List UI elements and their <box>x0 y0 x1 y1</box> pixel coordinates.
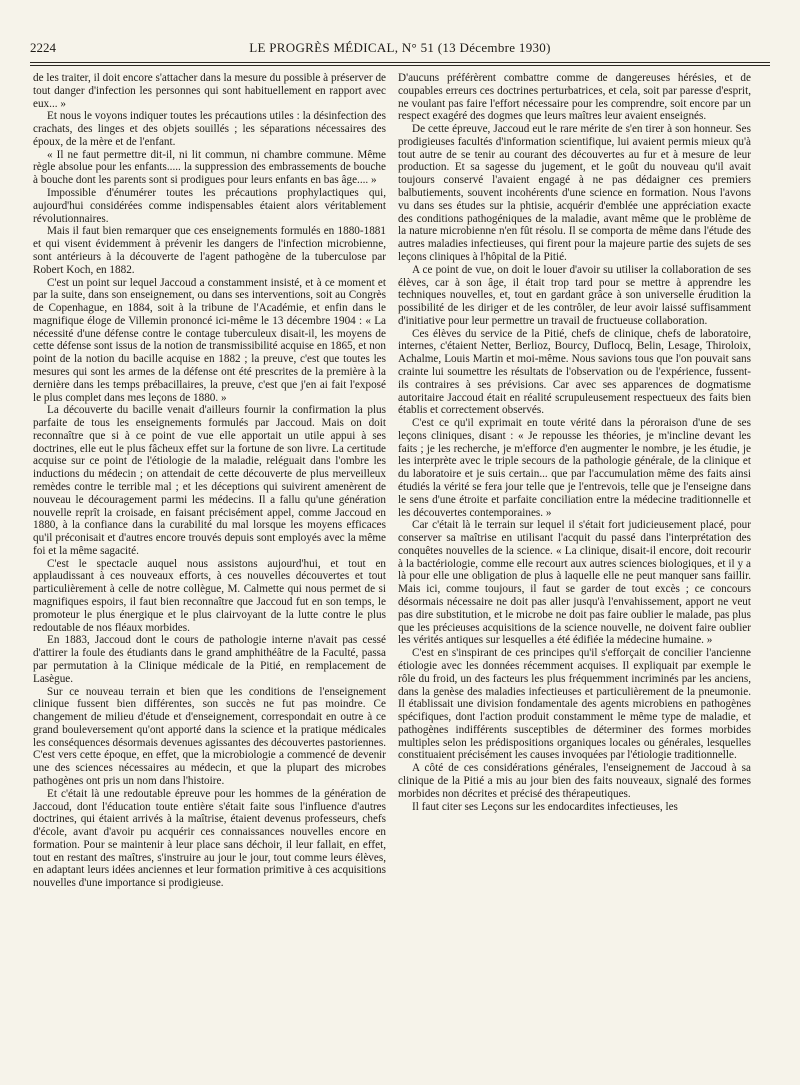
paragraph: Et nous le voyons indiquer toutes les précautions utiles : la désinfection des crachats, des linges et des objets souillés ; les séparations nécessaires des époux, de la mère et de l'enfant. <box>33 110 386 148</box>
paragraph: C'est ce qu'il exprimait en toute vérité dans la péroraison d'une de ses leçons cliniques, disant : « Je repousse les théories, je m'incline devant les faits ; je les recherche, je m'efforce d'en augmenter le nombre, je les étudie, je les interprète avec le triple secours de la pathologie générale, de la clinique et du laboratoire et je suis certain... que par l'accumulation même des faits ainsi étudiés la vérité se fera jour telle que je l'entrevois, telle que je l'enseigne dans le sens d'une étroite et parfaite conciliation entre la médecine traditionnelle et les découvertes contemporaines. » <box>398 417 751 519</box>
paragraph: La découverte du bacille venait d'ailleurs fournir la confirmation la plus parfaite de tous les enseignements formulés par Jaccoud. Mais on doit reconnaître que si à ce point de vue elle apportait un utile appui à ses doctrines, elle eut le plus fâcheux effet sur la fortune de son livre. La certitude acquise sur ce point de l'étiologie de la maladie, reléguait dans l'ombre les inductions du médecin ; on attendait de cette découverte de plus merveilleux remèdes contre le terrible mal ; et les déceptions qui suivirent amenèrent de nouveau le découragement parmi les médecins. Il a fallu qu'une génération nouvelle reprît la croisade, en faisant précisément appel, comme Jaccoud en 1880, à la confiance dans la curabilité du mal lorsque les moyens efficaces qu'il préconisait et d'autres encore trouvés depuis sont employés avec la même foi et la même sagacité. <box>33 404 386 557</box>
paragraph: Il faut citer ses Leçons sur les endocardites infectieuses, les <box>412 800 678 813</box>
paragraph: Mais il faut bien remarquer que ces enseignements formulés en 1880-1881 et qui visent évidemment à prévenir les dangers de l'infection microbienne, sont antérieurs à la découverte de l'agent pathogène de la tuberculose par Robert Koch, en 1882. <box>33 225 386 276</box>
paragraph: De cette épreuve, Jaccoud eut le rare mérite de s'en tirer à son honneur. Ses prodigieuses facultés d'information scientifique, lui avaient permis mieux qu'à tout autre de se tenir au courant des découvertes au fur et à mesure de leur production. Et sa sagesse du jugement, et le goût du nouveau qu'il avait toujours conservé l'avaient engagé à ne pas dédaigner ces premiers balbutiements, souvent incohérents d'une science en formation. Nous l'avons vu dans ses études sur la phtisie, acquérir d'emblée une appréciation exacte des conditions pathogéniques de la maladie, avant même que le problème de la nature microbienne n'en fût résolu. Il se comporta de même dans l'étude des autres maladies infectieuses, qui firent pour la majeure partie des sujets de ses leçons cliniques à l'hôpital de la Pitié. <box>398 123 751 263</box>
paragraph: C'est le spectacle auquel nous assistons aujourd'hui, et tout en applaudissant à ces nouveaux efforts, à ces nouvelles découvertes et tout particulièrement à celle de notre collègue, M. Calmette qui nous permet de si magnifiques espoirs, il faut bien reconnaître que Jaccoud fut en son temps, le promoteur le plus énergique et le plus clairvoyant de la lutte contre le plus redoutable de nos fléaux morbides. <box>33 557 386 634</box>
paragraph: D'aucuns préférèrent combattre comme de dangereuses hérésies, et de coupables erreurs ces doctrines perturbatrices, et cela, soit par paresse d'esprit, ne voulant pas faire l'effort nécessaire pour les comprendre, soit encore par un respect exagéré des dogmes que leurs maîtres leur avaient enseignés. <box>398 72 751 123</box>
paragraph: C'est un point sur lequel Jaccoud a constamment insisté, et à ce moment et par la suite, dans son enseignement, ou dans ses interventions, soit au Congrès de Copenhague, en 1884, soit à la tribune de l'Académie, et enfin dans le magnifique éloge de Villemin prononcé ici-même le 13 décembre 1904 : « La nécessité d'une défense contre le contage tuberculeux disait-il, les moyens de cette défense sont issus de la notion de transmissibilité acquise en 1865, et non point de la notion du bacille acquise en 1882 ; la preuve, c'est que toutes les mesures qui sont les armes de la défense ont été prescrites de la première à la dernière dans les temps prébacillaires, la preuve, c'est que j'en ai fait l'exposé le plus complet dans mes leçons de 1880. » <box>33 276 386 404</box>
header-rule <box>30 62 770 66</box>
right-column <box>398 72 751 1072</box>
paragraph: Impossible d'énumérer toutes les précautions prophylactiques qui, aujourd'hui considérées comme indispensables étaient alors véritablement révolutionnaires. <box>33 187 386 225</box>
paragraph: Ces élèves du service de la Pitié, chefs de clinique, chefs de laboratoire, internes, c'étaient Netter, Berlioz, Bourcy, Duflocq, Belin, Lesage, Thiroloix, Achalme, Louis Martin et moi-même. Nous savions tous que l'on pouvait sans crainte lui soumettre les résultats de l'observation ou de l'expérience, fussent-ils contraires à ses prévisions. Car avec ses apparences de dogmatisme autoritaire Jaccoud était en réalité scrupuleusement respectueux des faits bien établis et correctement observés. <box>398 327 751 417</box>
paragraph: Et c'était là une redoutable épreuve pour les hommes de la génération de Jaccoud, dont l'éducation toute entière s'était faite sous l'influence d'autres doctrines, qui étaient arrivés à la maîtrise, étaient devenus professeurs, chefs d'école, avant d'avoir pu acquérir ces connaissances nouvelles encore en formation. Pour se maintenir à leur place sans déchoir, il leur fallait, en effet, tout en restant des maîtres, s'instruire au jour le jour, tout comme leurs élèves, en adaptant leurs idées anciennes et leur formation primitive à ces acquisitions nouvelles d'une importance si prodigieuse. <box>33 787 386 890</box>
paragraph: En 1883, Jaccoud dont le cours de pathologie interne n'avait pas cessé d'attirer la foule des étudiants dans le grand amphithéâtre de la Faculté, passa par permutation à la Clinique médicale de la Pitié, en remplacement de Lasègue. <box>33 634 386 685</box>
paragraph: A côté de ces considérations générales, l'enseignement de Jaccoud à sa clinique de la Pitié a mis au jour bien des faits nouveaux, signalé des formes morbides non décrites et précisé des thérapeutiques. <box>398 762 751 800</box>
left-column <box>33 72 386 1072</box>
paragraph: de les traiter, il doit encore s'attacher dans la mesure du possible à préserver de tout danger d'infection les personnes qui sont habituellement en rapport avec eux... » <box>33 72 386 110</box>
page-number: 2224 <box>30 40 56 55</box>
paragraph: Sur ce nouveau terrain et bien que les conditions de l'enseignement clinique fussent bien différentes, son succès ne fut pas moindre. Ce changement de milieu d'étude et d'enseignement, correspondait en outre à ce grand bouleversement qu'ont apporté dans la science et la pratique médicales les conséquences désormais devenues agissantes des découvertes pastoriennes. C'est vers cette époque, en effet, que la microbiologie a commencé de devenir une des sciences nécessaires au médecin, et que la plupart des microbes pathogènes ont pris un nom dans l'histoire. <box>33 685 386 787</box>
paragraph: C'est en s'inspirant de ces principes qu'il s'efforçait de concilier l'ancienne étiologie avec les données récemment acquises. Il expliquait par exemple le rôle du froid, un des facteurs les plus fréquemment incriminés par les anciens, dans la genèse des maladies infectieuses et particulièrement de la pneumonie. Il établissait une division fondamentale des agents microbiens en pathogènes spécifiques, dont l'action produit constamment le même type de maladie, et pathogènes indifférents susceptibles de déterminer des formes morbides multiples selon les prédispositions organiques locales ou générales, lesquelles constituaient précisément les causes invoquées par l'étiologie traditionnelle. <box>398 647 751 762</box>
paragraph: « Il ne faut permettre dit-il, ni lit commun, ni chambre commune. Même règle absolue pour les enfants..... la suppression des embrassements de bouche à bouche dont les parents sont si prodigues pour leurs enfants en bas âge.... » <box>33 148 386 187</box>
running-title: LE PROGRÈS MÉDICAL, N° 51 (13 Décembre 1930) <box>249 40 551 55</box>
page-header <box>30 40 770 62</box>
paragraph: A ce point de vue, on doit le louer d'avoir su utiliser la collaboration de ses élèves, car à son âge, il était trop tard pour se mettre à apprendre les techniques nouvelles, et, tout en gardant grâce à son universelle érudition la possibilité de les diriger et de les contrôler, de leur avoir laissé suffisamment d'initiative pour leur permettre un travail de fructueuse collaboration. <box>398 263 751 327</box>
paragraph: Car c'était là le terrain sur lequel il s'était fort judicieusement placé, pour conserver sa maîtrise en utilisant l'acquit du passé dans l'interprétation des conquêtes nouvelles de la science. « La clinique, disait-il encore, doit recourir à la bactériologie, comme elle recourt aux autres sciences biologiques, et il y a là pour elle une obligation de plus à laquelle elle ne peut manquer sans faillir. Mais ici, comme toujours, il faut se garder de tout excès ; ce concours désormais nécessaire ne doit pas aller jusqu'à l'envahissement, apport ne veut pas dire substitution, et le microbe ne doit pas faire oublier le malade, pas plus que les précieuses acquisitions de la science nouvelle, ne doivent faire oublier les vérités antiques sur lesquelles a été édifiée la médecine humaine. » <box>398 519 751 647</box>
